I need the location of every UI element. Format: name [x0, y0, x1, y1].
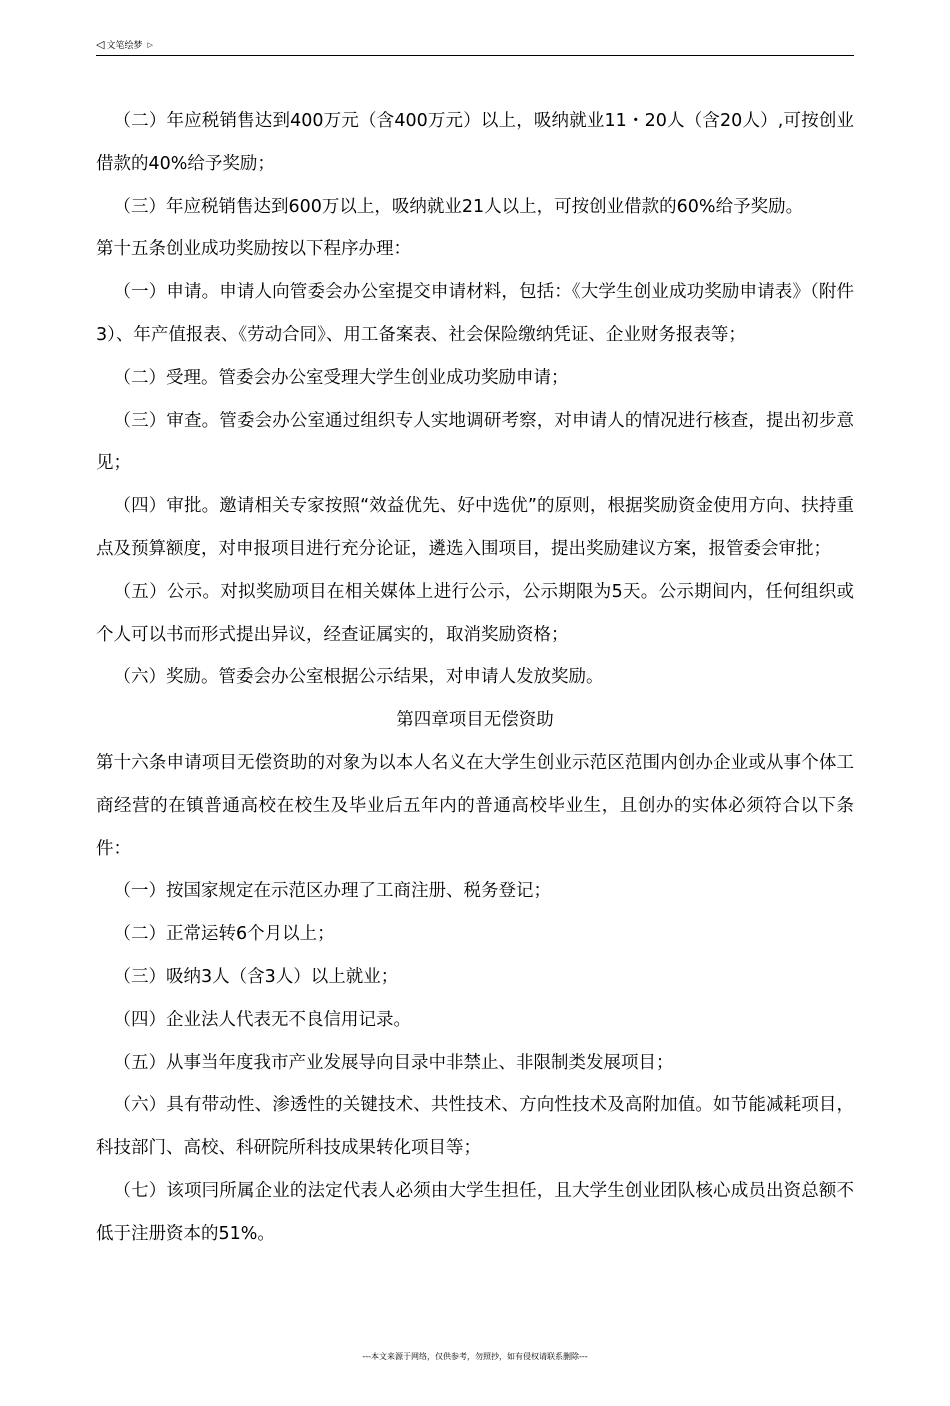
procedure-step-reward: （六）奖励。管委会办公室根据公示结果，对申请人发放奖励。 — [113, 667, 604, 688]
condition-operation: （二）正常运转6个月以上； — [113, 924, 335, 945]
condition-industry: （五）从事当年度我市产业发展导向目录中非禁止、非限制类发展项目； — [113, 1052, 674, 1073]
document-body — [96, 100, 854, 1256]
procedure-step-review: （三）审查。管委会办公室通过组织专人实地调研考察，对申请人的情况进行核查，提出初步意见； — [96, 410, 854, 474]
condition-legal-representative: （七）该项冃所属企业的法定代表人必须由大学生担任，且大学生创业团队核心成员出资总额不低于注册资本的51%。 — [96, 1180, 854, 1244]
procedure-step-approval: （四）审批。邀请相关专家按照“效益优先、好中选优”的原则，根据奖励资金使用方向、扶持重点及预算额度，对申报项目进行充分论证，遴选入围项目，提出奖励建议方案，报管委会审批； — [96, 496, 854, 559]
condition-technology: （六）具有带动性、渗透性的关键技术、共性技术、方向性技术及高附加值。如节能减耗项目，科技部门、高校、科研院所科技成果转化项目等； — [96, 1095, 854, 1159]
paragraph-reward-tier-3: （三）年应税销售达到600万以上，吸纳就业21人以上，可按创业借款的60%给予奖励。 — [113, 196, 804, 217]
procedure-step-publicity: （五）公示。对拟奖励项目在相关媒体上进行公示，公示期限为5天。公示期间内，任何组织或个人可以书而形式提出异议，经查证属实的，取消奖励资格； — [96, 581, 854, 645]
article-15-heading: 第十五条创业成功奖励按以下程序办理： — [96, 239, 411, 260]
condition-registration: （一）按国家规定在示范区办理了工商注册、税务登记； — [113, 881, 551, 902]
page-footer: ---本文来源于网络，仅供参考，勿照抄，如有侵权请联系删除--- — [362, 1352, 588, 1361]
chapter-4-title: 第四章项目无偿资助 — [396, 710, 554, 731]
page-header — [96, 38, 854, 56]
right-triangle-icon: ▷ — [147, 41, 153, 49]
header-title: 文笔绘梦 — [106, 41, 143, 51]
condition-employment: （三）吸纳3人（含3人）以上就业； — [113, 966, 399, 987]
condition-credit: （四）企业法人代表无不良信用记录。 — [113, 1009, 411, 1030]
paragraph-reward-tier-2: （二）年应税销售达到400万元（含400万元）以上，吸纳就业11・20人（含20人）,可按创业借款的40%给予奖励； — [96, 111, 854, 174]
procedure-step-application: （一）申请。申请人向管委会办公室提交申请材料，包括：《大学生创业成功奖励申请表》（附件3）、年产值报表、《劳动合同》、用工备案表、社会保险缴纳凭证、企业财务报表等； — [96, 282, 854, 345]
article-16-paragraph: 第十六条申请项目无偿资助的对象为以本人名义在大学生创业示范区范围内创办企业或从事个体工商经营的在镇普通高校在校生及毕业后五年内的普通高校毕业生，且创办的实体必须符合以下条件： — [96, 752, 854, 859]
left-triangle-icon: ◁ — [96, 38, 105, 51]
procedure-step-acceptance: （二）受理。管委会办公室受理大学生创业成功奖励申请； — [113, 367, 569, 388]
